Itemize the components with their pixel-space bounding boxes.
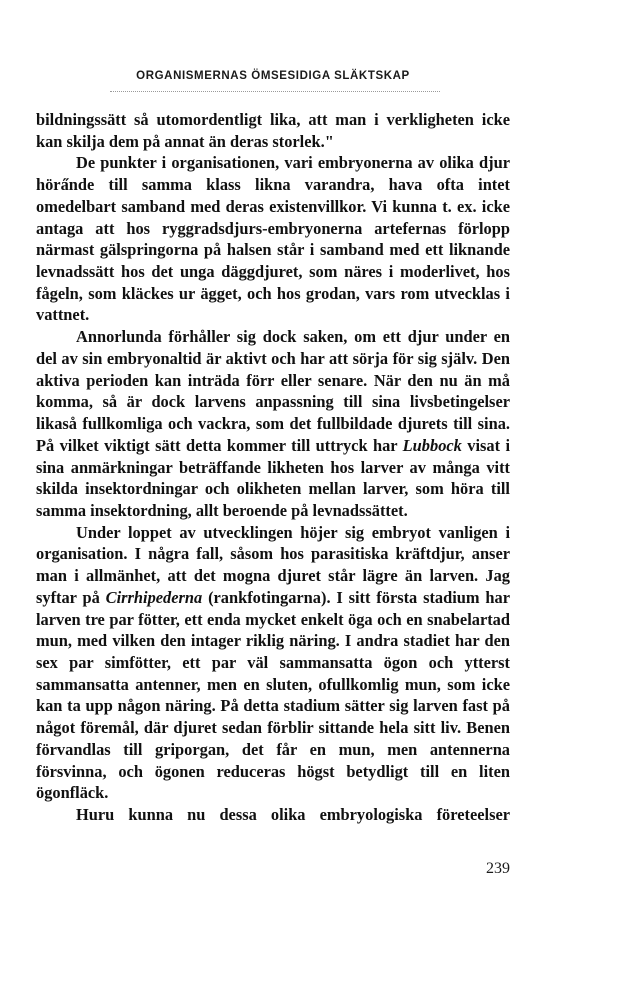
page-number: 239: [486, 860, 510, 877]
paragraph-text: visat i sina anmärkningar beträffande likheten hos larver av många vitt skilda insektordningar och olikheten mellan larver, som höra till samma insektordning, allt beroende på levnadssättet.: [36, 435, 510, 520]
taxon-name-cirrhipederna: Cirrhipederna: [105, 587, 203, 607]
running-head: ORGANISMERNAS ÖMSESIDIGA SLÄKTSKAP: [136, 70, 410, 82]
paragraph-text: (rankfotingarna). I sitt första stadium har larven tre par fötter, ett enda mycket enkelt öga och en snabelartad mun, med vilken den intager riklig näring. I andra stadiet har den sex par simfötter, ett par väl sammansatta ögon och ytterst sammansatta antenner, men en sluten, ofullkomlig mun, som icke kan ta upp någon näring. På detta stadium sätter sig larven fast på något föremål, där djuret sedan förblir sittande hela sitt liv. Benen förvandlas till griporgan, det får en mun, men antennerna försvinna, och ögonen reduceras högst betydligt till en liten ögonfläck.: [36, 587, 510, 803]
author-name-lubbock: Lubbock: [402, 435, 462, 455]
paragraph-text: Annorlunda förhåller sig dock saken, om ett djur under en del av sin embryonaltid är aktivt och har att sörja för sig själv. Den aktiva perioden kan inträda förr eller senare. När den nu än må komma, så är dock larvens anpassning till sina livsbetingelser likaså fullkomliga och vackra, som det fullbildade djurets till sina. På vilket viktigt sätt detta kommer till uttryck har: [36, 327, 510, 455]
paragraph-continuation: bildningssätt så utomordentligt lika, att man i verkligheten icke kan skilja dem på annat än deras storlek.": [36, 110, 510, 151]
paragraph-cirripedes: [36, 522, 510, 804]
paragraph-final-line: Huru kunna nu dessa olika embryologiska företeelser: [76, 805, 510, 824]
paragraph-embryo-similarity: De punkter i organisationen, vari embryonerna av olika djur höra̋nde till samma klass likna varandra, hava ofta intet omedelbart samband med deras existenvillkor. Vi kunna t. ex. icke antaga att hos ryggradsdjurs-embryonerna artefernas förlopp närmast gälspringorna på halsen står i samband med ett liknande levnadssätt hos det unga däggdjuret, som näres i moderlivet, hos fågeln, som kläckes ur ägget, och hos grodan, vars rom utvecklas i vattnet.: [36, 153, 510, 325]
body-text: [36, 109, 510, 826]
header-rule: [110, 91, 440, 92]
paragraph-text: Under loppet av utvecklingen höjer sig embryot vanligen i organisation. I några fall, såsom hos parasitiska kräftdjur, anser man i allmänhet, att det mogna djuret står lägre än larven. Jag syftar på: [36, 522, 510, 607]
paragraph-active-period: [36, 326, 510, 521]
